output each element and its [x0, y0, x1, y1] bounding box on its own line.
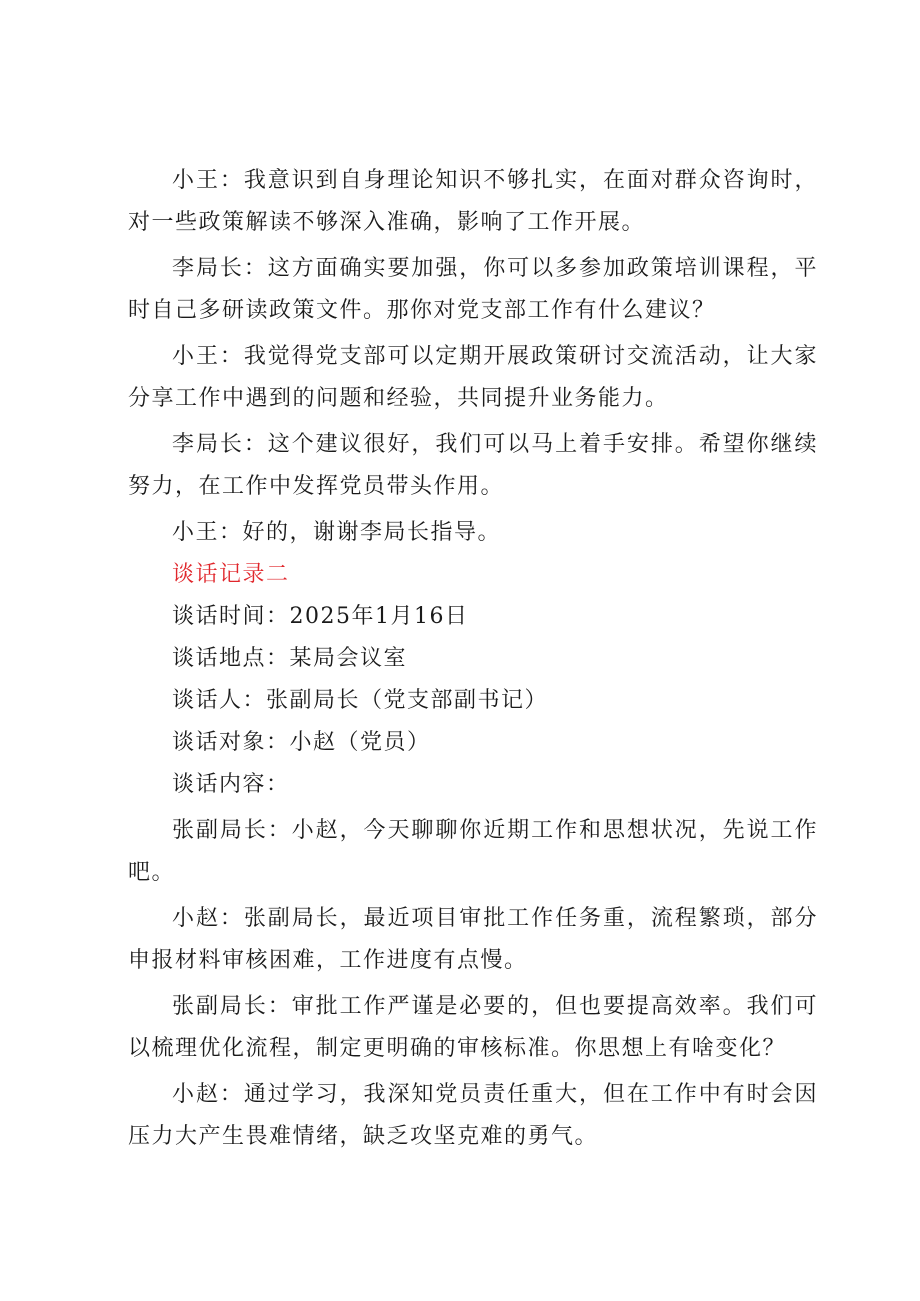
- document-body: [128, 160, 818, 1158]
- dialogue-paragraph: 小王：我觉得党支部可以定期开展政策研讨交流活动，让大家分享工作中遇到的问题和经验，共同提升业务能力。: [128, 344, 818, 411]
- record-subject: 谈话对象：小赵（党员）: [172, 730, 431, 755]
- dialogue-paragraph: 小赵：通过学习，我深知党员责任重大，但在工作中有时会因压力大产生畏难情绪，缺乏攻坚克难的勇气。: [128, 1082, 818, 1149]
- dialogue-paragraph: 小王：我意识到自身理论知识不够扎实，在面对群众咨询时，对一些政策解读不够深入准确，影响了工作开展。: [128, 168, 818, 235]
- record-place: 谈话地点：某局会议室: [172, 646, 408, 671]
- dialogue-paragraph: 小王：好的，谢谢李局长指导。: [172, 520, 502, 545]
- dialogue-paragraph: 张副局长：审批工作严谨是必要的，但也要提高效率。我们可以梳理优化流程，制定更明确的审核标准。你思想上有啥变化？: [128, 994, 818, 1061]
- record-time: 谈话时间：2025年1月16日: [172, 604, 469, 629]
- dialogue-paragraph: 李局长：这个建议很好，我们可以马上着手安排。希望你继续努力，在工作中发挥党员带头作用。: [128, 432, 818, 499]
- dialogue-paragraph: 张副局长：小赵，今天聊聊你近期工作和思想状况，先说工作吧。: [128, 818, 818, 885]
- record-content-label: 谈话内容：: [172, 772, 290, 797]
- record-speaker: 谈话人：张副局长（党支部副书记）: [172, 688, 549, 713]
- record-heading: 谈话记录二: [172, 562, 290, 587]
- dialogue-paragraph: 小赵：张副局长，最近项目审批工作任务重，流程繁琐，部分申报材料审核困难，工作进度有点慢。: [128, 906, 818, 973]
- dialogue-paragraph: 李局长：这方面确实要加强，你可以多参加政策培训课程，平时自己多研读政策文件。那你对党支部工作有什么建议？: [128, 256, 818, 323]
